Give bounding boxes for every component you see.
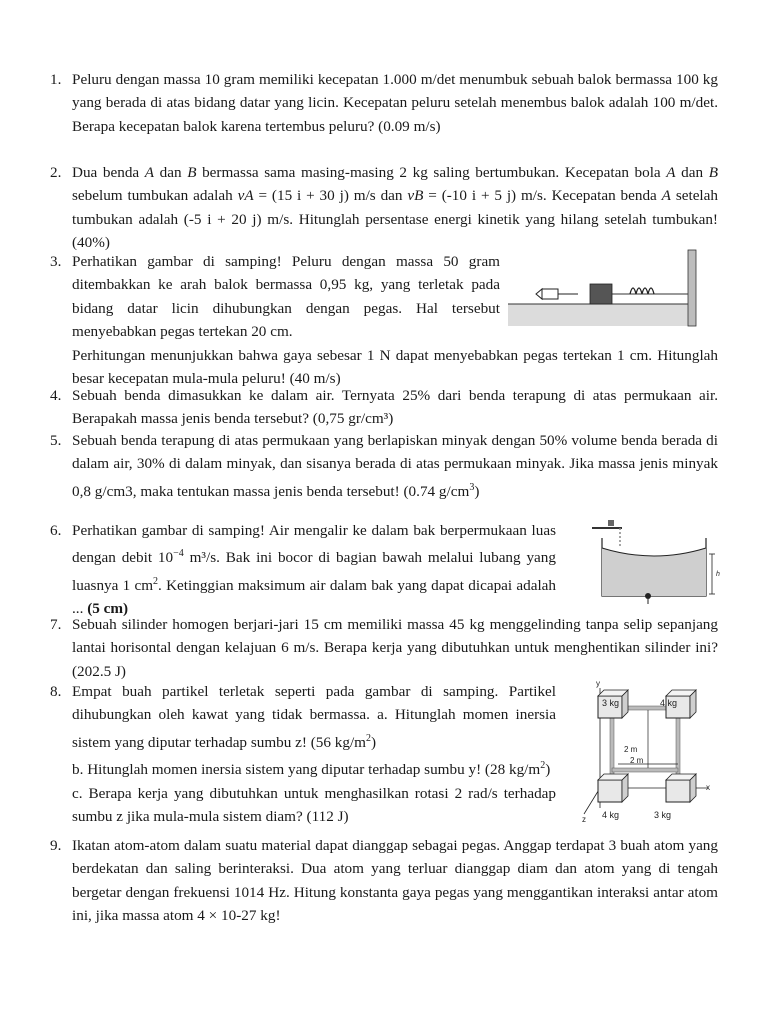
question-number: 3.	[50, 253, 62, 270]
question-number: 4.	[50, 387, 62, 404]
question-number: 6.	[50, 522, 62, 539]
question-2	[50, 161, 718, 255]
question-number: 8.	[50, 683, 62, 700]
x-axis-label: x	[706, 783, 710, 792]
question-text: Peluru dengan massa 10 gram memiliki kecepatan 1.000 m/det menumbuk sebuah balok bermassa 100 kg yang berada di atas bidang datar yang licin. Kecepatan peluru setelah menembus balok adalah 100 m/det. Berapa kecepatan balok karena tertembus peluru? (0.09 m/s)	[72, 71, 718, 135]
mass-label-bottom-right: 3 kg	[654, 810, 672, 820]
distance-label-vertical: 2 m	[624, 745, 638, 754]
question-text: Ikatan atom-atom dalam suatu material dapat dianggap sebagai pegas. Anggap terdapat 3 buah atom yang berdekatan dan saling berinteraksi. Dua atom yang terluar dianggap diam dan atom yang di tengah bergetar dengan frekuensi 1014 Hz. Hitung konstanta gaya pegas yang menggantikan interaksi antar atom ini, jika massa atom 4 × 10-27 kg!	[72, 837, 718, 925]
leaking-tank-figure	[588, 514, 724, 604]
z-axis-label: z	[582, 815, 586, 824]
question-5	[50, 429, 718, 503]
question-1	[50, 68, 718, 138]
question-number: 9.	[50, 837, 62, 854]
distance-label-horizontal: 2 m	[630, 756, 644, 765]
question-text: Sebuah silinder homogen berjari-jari 15 cm memiliki massa 45 kg menggelinding tanpa selip sepanjang lantai horisontal dengan kelajuan 6 m/s. Berapa kerja yang dibutuhkan untuk menghentikan silinder ini? (202.5 J)	[72, 616, 718, 680]
four-particle-figure	[580, 676, 718, 826]
question-text-wrapped: Perhatikan gambar di samping! Peluru dengan massa 50 gram ditembakkan ke arah balok bermassa 0,95 kg, yang terletak pada bidang datar licin dihubungkan dengan pegas. Hal tersebut menyebabkan pegas tertekan 20 cm.	[72, 253, 500, 341]
height-label: h	[716, 571, 720, 578]
y-axis-label: y	[596, 679, 600, 688]
question-4	[50, 384, 718, 431]
question-7	[50, 613, 718, 683]
question-text: Sebuah benda terapung di atas permukaan yang berlapiskan minyak dengan 50% volume benda berada di dalam air, 30% di dalam minyak, dan sisanya berada di atas permukaan minyak. Jika massa jenis minyak 0,8 g/cm3, maka tentukan massa jenis benda tersebut! (0.74 $g/cm^3$)	[72, 432, 718, 500]
question-9	[50, 834, 718, 928]
question-text: Dua benda A dan B bermassa sama masing-masing 2 kg saling bertumbukan. Kecepatan bola A dan B sebelum tumbukan adalah vA = (15 i + 30 j) m/s dan vB = (-10 i + 5 j) m/s. Kecepatan benda A setelah tumbukan adalah (-5 i + 20 j) m/s. Hitunglah persentase energi kinetik yang hilang setelah tumbukan! (40%)	[72, 164, 718, 252]
question-number: 5.	[50, 432, 62, 449]
question-number: 7.	[50, 616, 62, 633]
question-text-full: Perhitungan menunjukkan bahwa gaya sebesar 1 N dapat menyebabkan pegas tertekan 1 cm. Hitunglah besar kecepatan mula-mula peluru! (40 m/s)	[72, 346, 718, 388]
mass-label-bottom-left: 4 kg	[602, 810, 620, 820]
spring-block-figure	[508, 248, 718, 328]
question-text: Sebuah benda dimasukkan ke dalam air. Ternyata 25% dari benda terapung di atas permukaan air. Berapakah massa jenis benda tersebut? (0,75 gr/cm³)	[72, 387, 718, 428]
question-text: Perhatikan gambar di samping! Air mengalir ke dalam bak berpermukaan luas dengan debit $10^{-4}$ m³/s. Bak ini bocor di bagian bawah melalui lubang yang luasnya 1 $cm^2$. Ketinggian maksimum air dalam bak yang dapat dicapai adalah ... (5 cm)	[72, 522, 556, 618]
mass-label-top-left: 3 kg	[602, 698, 620, 708]
question-number: 1.	[50, 71, 62, 88]
question-number: 2.	[50, 164, 62, 181]
question-text: Empat buah partikel terletak seperti pada gambar di samping. Partikel dihubungkan oleh kawat yang tidak bermassa. a. Hitunglah momen inersia sistem yang diputar terhadap sumbu z! (56 $kg/m^2$) b. Hitunglah momen inersia sistem yang diputar terhadap sumbu y! (28 $kg/m^2$) c. Berapa kerja yang dibutuhkan untuk menghasilkan rotasi 2 rad/s terhadap sumbu z jika mula-mula sistem diam? (112 J)	[72, 683, 556, 826]
mass-label-top-right: 4 kg	[660, 698, 678, 708]
